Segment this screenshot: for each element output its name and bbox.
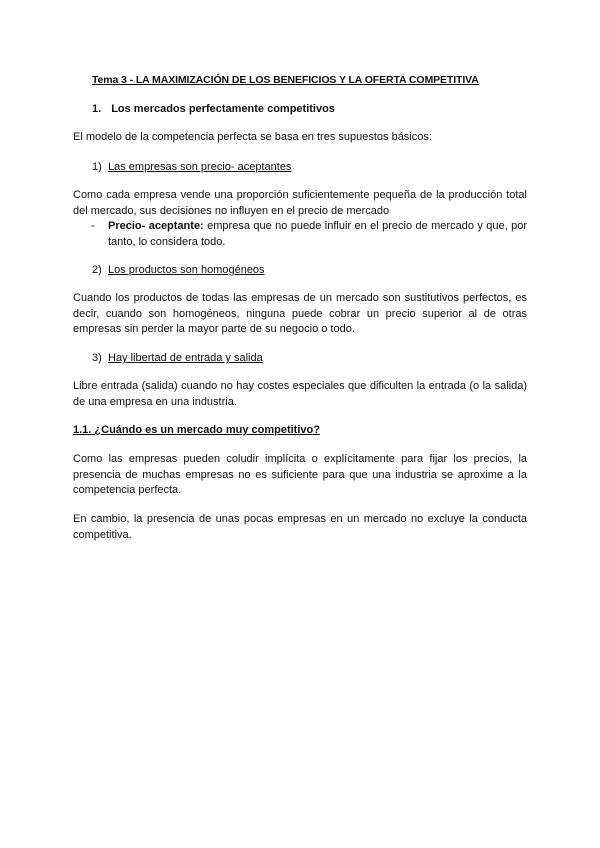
supuesto-3-number: 3)	[92, 352, 102, 364]
supuesto-3-heading	[92, 351, 263, 365]
supuesto-1-heading	[92, 160, 291, 174]
section-1-heading	[92, 102, 335, 116]
supuesto-2-heading	[92, 263, 265, 277]
bullet-dash: -	[91, 220, 95, 232]
section-1-1-paragraph-1: Como las empresas pueden coludir implícita o explícitamente para fijar los precios, la presencia de muchas empresas no es suficiente para que una industria se aproxime a la competencia perfecta.	[73, 453, 527, 497]
intro-paragraph: El modelo de la competencia perfecta se basa en tres supuestos básicos:	[73, 131, 432, 143]
supuesto-1-paragraph: Como cada empresa vende una proporción suficientemente pequeña de la producción total del mercado, sus decisiones no influyen en el precio de mercado	[73, 189, 527, 217]
supuesto-1-label: Las empresas son precio- aceptantes	[108, 161, 292, 173]
section-1-1-heading: 1.1. ¿Cuándo es un mercado muy competitivo?	[73, 424, 320, 436]
bullet-text	[108, 219, 527, 250]
document-title: Tema 3 - LA MAXIMIZACIÓN DE LOS BENEFICIOS Y LA OFERTA COMPETITIVA	[92, 74, 479, 86]
section-1-1-paragraph-2: En cambio, la presencia de unas pocas empresas en un mercado no excluye la conducta competitiva.	[73, 513, 527, 541]
supuesto-2-label: Los productos son homogéneos	[108, 264, 265, 276]
section-1-heading-text: Los mercados perfectamente competitivos	[111, 103, 335, 115]
supuesto-3-paragraph: Libre entrada (salida) cuando no hay costes especiales que dificulten la entrada (o la salida) de una empresa en una industria.	[73, 380, 527, 408]
supuesto-2-number: 2)	[92, 264, 102, 276]
section-1-number: 1.	[92, 103, 102, 115]
supuesto-1-number: 1)	[92, 161, 102, 173]
bullet-term: Precio- aceptante:	[108, 220, 204, 232]
supuesto-3-label: Hay libertad de entrada y salida	[108, 352, 263, 364]
bullet-definition: empresa que no puede influir en el precio de mercado y que, por tanto, lo considera todo.	[108, 220, 527, 248]
bullet-precio-aceptante	[91, 219, 527, 250]
supuesto-2-paragraph: Cuando los productos de todas las empresas de un mercado son sustitutivos perfectos, es decir, cuando son homogéneos, ninguna puede cobrar un precio superior al de otras empresas sin perder la mayor parte de su negocio o todo.	[73, 292, 527, 336]
